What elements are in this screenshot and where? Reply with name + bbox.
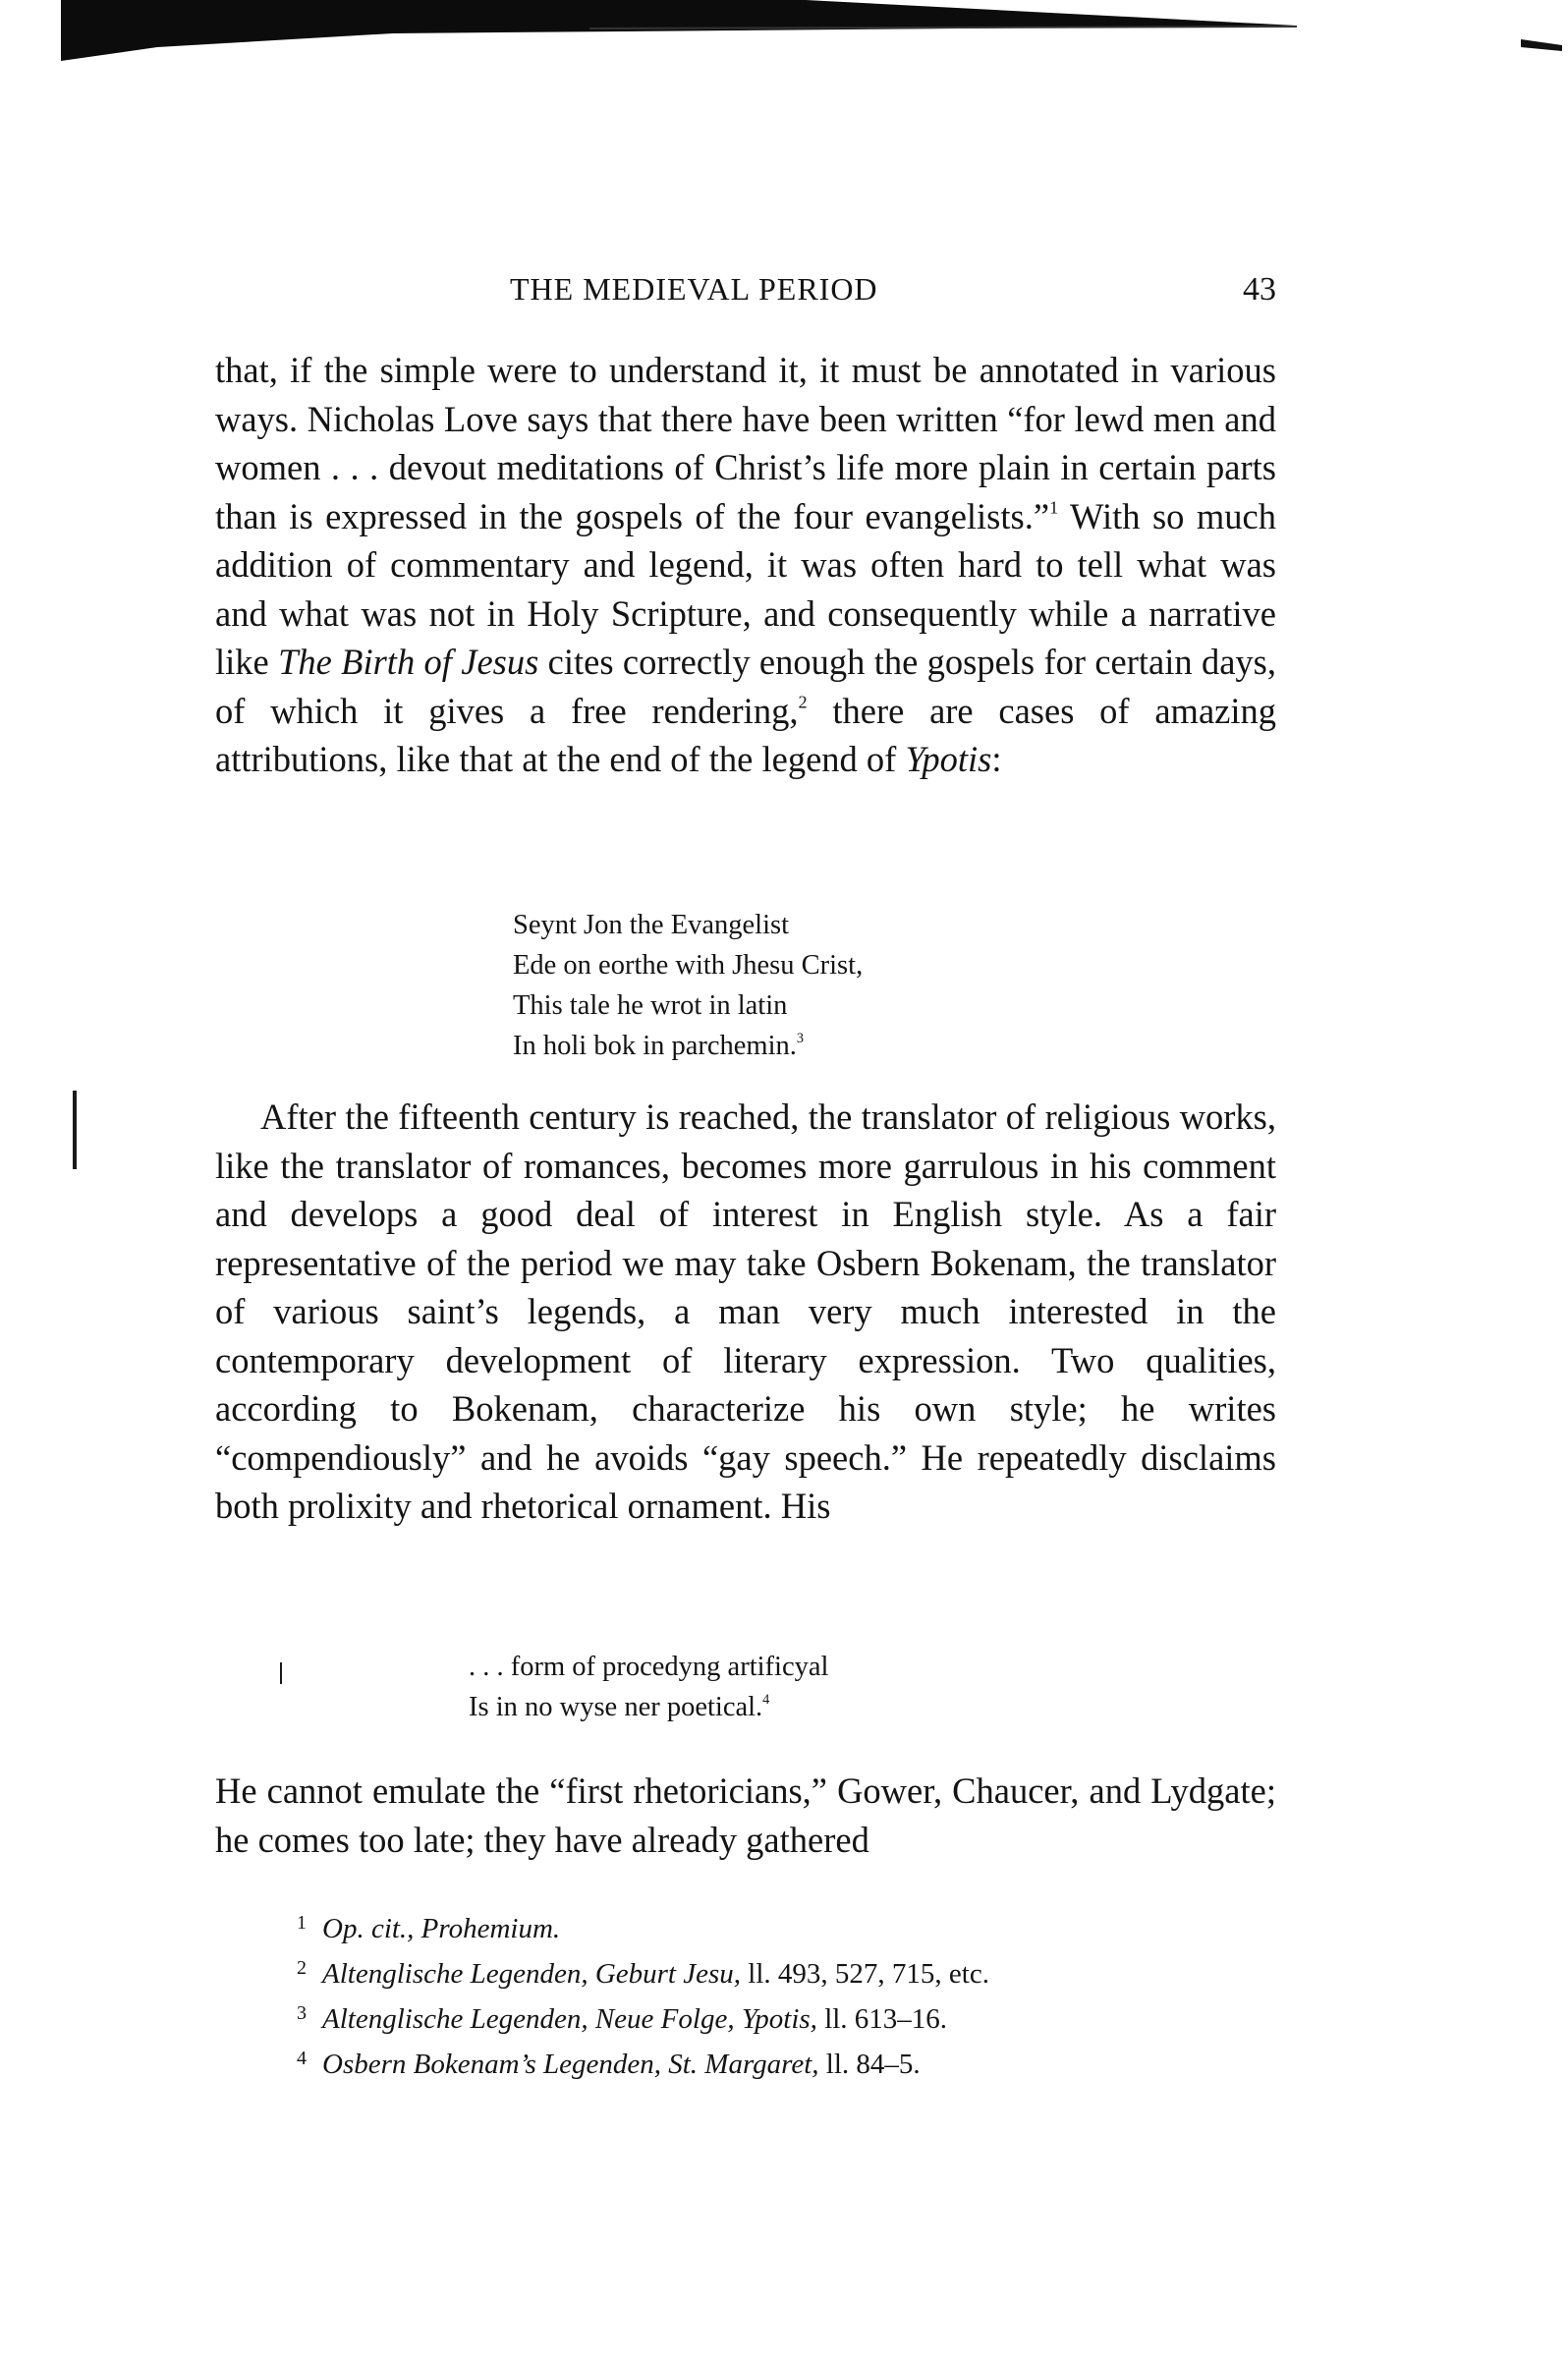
p1-text-1: that, if the simple were to understand it, it must be annotated in various ways. Nicholas Love says that there have been written “for lewd men and women . . . devout meditations of Christ’s life more plain in certain parts than is expressed in the gospels of the four evangelists.” [215,350,1276,536]
margin-tick [280,1662,282,1684]
scan-top-edge [0,0,1568,79]
verse-1-line: Seynt Jon the Evangelist [513,910,790,940]
footnote-4 [297,2039,1260,2084]
verse-2-line [469,1687,828,1727]
paragraph-1-text [215,346,1276,784]
footnote-number: 2 [297,1957,307,1979]
footnote-italic: Op. cit., Prohemium. [322,1913,561,1944]
footnote-number: 1 [297,1912,307,1934]
paragraph-2 [215,1093,1276,1531]
paragraph-3-text: He cannot emulate the “first rhetoricians,” Gower, Chaucer, and Lydgate; he comes too late; they have already gathered [215,1770,1276,1860]
paragraph-2-text: After the fifteenth century is reached, the translator of religious works, like the translator of romances, becomes more garrulous in his comment and develops a good deal of interest in English style. As a fair representative of the period we may take Osbern Bokenam, the translator of various saint’s legends, a man very much interested in the contemporary development of literary expression. Two qualities, according to Bokenam, characterize his own style; he writes “compendiously” and he avoids “gay speech.” He repeatedly disclaims both prolixity and rhetorical ornament. His [215,1096,1276,1526]
footnote-1 [297,1903,1260,1948]
page-number: 43 [1243,271,1276,308]
footnote-rest: ll. 84–5. [818,2049,921,2080]
paragraph-3 [215,1767,1276,1864]
footnote-italic: Osbern Bokenam’s Legenden, St. Margaret, [322,2049,819,2080]
footnotes [297,1903,1260,2084]
running-title: THE MEDIEVAL PERIOD [510,271,878,307]
verse-1-note-ref: 3 [796,1030,805,1046]
verse-quotation-2 [469,1647,828,1727]
footnote-italic: Altenglische Legenden, Geburt Jesu, [322,1958,742,1990]
margin-bar [73,1091,77,1169]
footnote-2 [297,1948,1260,1994]
verse-2-line: . . . form of procedyng artificyal [469,1652,829,1682]
running-head [215,271,1276,314]
p1-note-ref-1: 1 [1049,497,1059,517]
p1-text-2: With so much addition of commentary and legend, it was often hard to tell what was and what was not in Holy Scripture, and consequently while a narrative like [215,495,1276,682]
footnote-number: 4 [297,2048,307,2069]
paragraph-1 [215,346,1276,784]
verse-1-line: This tale he wrot in latin [513,990,788,1021]
verse-2-note-ref: 4 [762,1691,770,1708]
p1-italic-birth-of-jesus: The Birth of Jesus [278,642,539,682]
verse-quotation-1 [513,905,863,1066]
p1-text-4: there are cases of amazing attributions, like that at the end of the legend of [215,690,1276,779]
p1-text-5: : [991,739,1002,779]
footnote-3 [297,1994,1260,2039]
footnote-rest: ll. 493, 527, 715, etc. [741,1958,989,1990]
verse-1-line-text: In holi bok in parchemin. [513,1031,797,1061]
p1-text-3: cites correctly enough the gospels for certain days, of which it gives a free rendering, [215,642,1277,731]
footnote-rest: ll. 613–16. [816,2003,948,2035]
p1-italic-ypotis: Ypotis [905,739,992,779]
footnote-italic: Altenglische Legenden, Neue Folge, Ypotis, [322,2003,817,2035]
verse-2-line-text: Is in no wyse ner poetical. [469,1692,763,1722]
footnote-number: 3 [297,2002,307,2024]
p1-note-ref-2: 2 [798,692,808,711]
verse-1-line [513,1026,863,1066]
verse-1-line: Ede on eorthe with Jhesu Crist, [513,950,864,981]
